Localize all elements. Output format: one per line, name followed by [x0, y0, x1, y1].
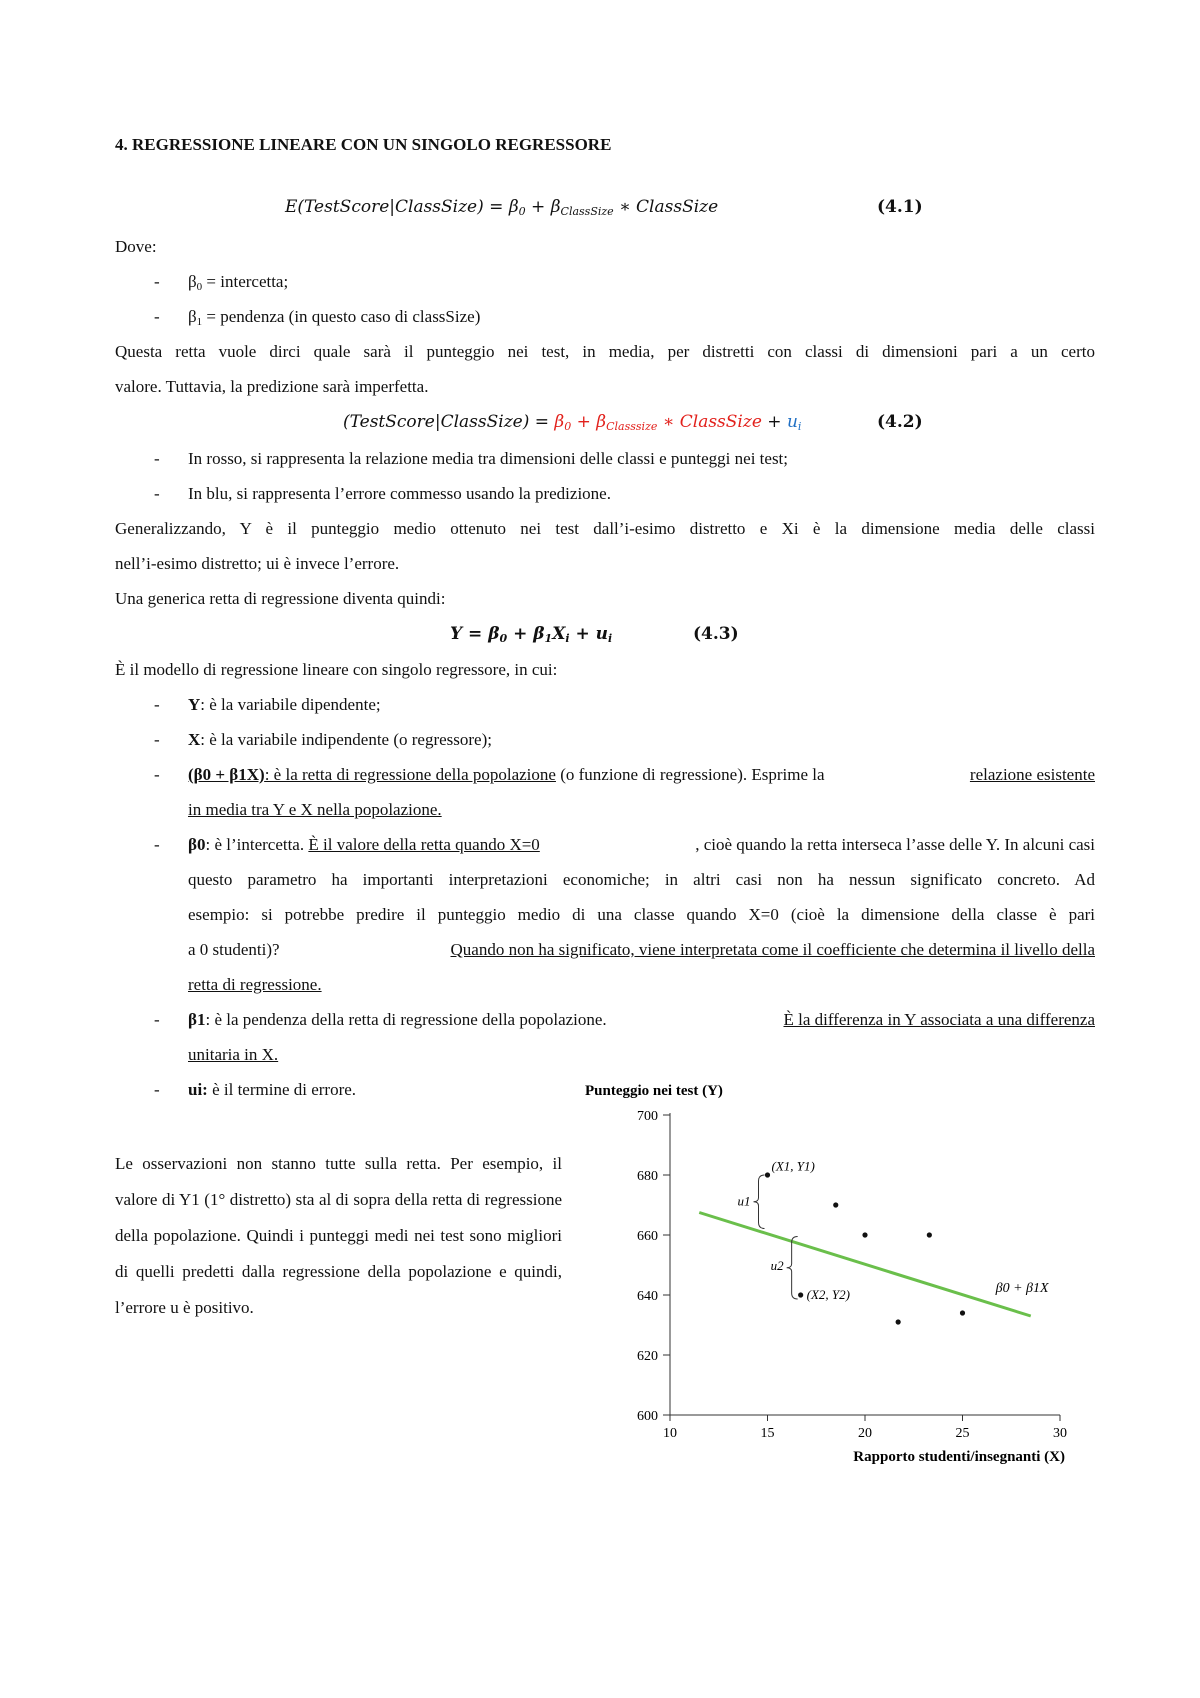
data-point — [862, 1232, 867, 1237]
brace-u2 — [787, 1237, 798, 1300]
model-intro: È il modello di regressione lineare con singolo regressore, in cui: — [115, 660, 558, 679]
x-tick-label: 20 — [858, 1426, 872, 1441]
x-tick-label: 30 — [1053, 1426, 1067, 1441]
gen-line1: Generalizzando, Y è il punteggio medio ottenuto nei test dall’i-esimo distretto e Xi è la dimensione media delle classi — [115, 519, 1095, 538]
bullet-beta0-line3: esempio: si potrebbe predire il punteggio medio di una classe quando X=0 (cioè la dimensione della classe è pari — [188, 905, 1095, 924]
equation-4-2: (TestScore|ClassSize) = $\beta_0 + \beta_{Classsize}$ ∗ ClassSize + $u_i$ — [343, 412, 802, 433]
data-point — [833, 1202, 838, 1207]
section-heading: 4. REGRESSIONE LINEARE CON UN SINGOLO REGRESSORE — [115, 135, 612, 154]
y-tick-label: 600 — [637, 1409, 658, 1424]
def-beta1: $\beta_1$ = pendenza (in questo caso di classSize) — [188, 307, 481, 328]
x-axis-label: Rapporto studenti/insegnanti (X) — [853, 1449, 1065, 1465]
u1-label: u1 — [737, 1193, 751, 1209]
brace-u1 — [754, 1175, 765, 1229]
bullet-blue: In blu, si rappresenta l’errore commesso usando la predizione. — [188, 484, 611, 503]
data-point — [896, 1319, 901, 1324]
bullet-beta1-line1: β1: è la pendenza della retta di regressione della popolazione. È la differenza in Y associata a una differenza — [188, 1010, 1095, 1029]
scatter-chart — [580, 1075, 1080, 1475]
y-tick-label: 640 — [637, 1289, 658, 1304]
chart-title: Punteggio nei test (Y) — [585, 1083, 723, 1099]
para1-line2: valore. Tuttavia, la predizione sarà imperfetta. — [115, 377, 429, 396]
generic-line: Una generica retta di regressione diventa quindi: — [115, 589, 446, 608]
equation-4-2-number: (4.2) — [877, 412, 923, 432]
u2-label: u2 — [770, 1258, 784, 1273]
gen-line2: nell’i-esimo distretto; ui è invece l’errore. — [115, 554, 400, 573]
bullet-red: In rosso, si rappresenta la relazione media tra dimensioni delle classi e punteggi nei test; — [188, 449, 789, 468]
data-point — [798, 1292, 803, 1297]
equation-4-3-number: (4.3) — [693, 624, 739, 644]
y-tick-label: 680 — [637, 1169, 658, 1184]
para1-line1: Questa retta vuole dirci quale sarà il punteggio nei test, in media, per distretti con classi di dimensioni pari a un certo — [115, 342, 1095, 361]
equation-4-3: $Y = \beta_0 + \beta_1X_i + u_i$ — [450, 624, 613, 645]
data-point — [927, 1232, 932, 1237]
bullet-beta0-line2: questo parametro ha importanti interpretazioni economiche; in altri casi non ha nessun significato concreto. Ad — [188, 870, 1095, 889]
regression-line — [699, 1213, 1031, 1317]
y-tick-label: 700 — [637, 1109, 658, 1124]
bullet-population-line2: in media tra Y e X nella popolazione. — [188, 800, 442, 819]
x-tick-label: 25 — [955, 1426, 970, 1441]
x-tick-label: 10 — [663, 1426, 677, 1441]
point-label-1: (X1, Y1) — [771, 1158, 815, 1174]
y-tick-label: 620 — [637, 1349, 658, 1364]
bullet-beta0-line1: β0: è l’intercetta. È il valore della retta quando X=0 , cioè quando la retta interseca l’asse delle Y. In alcuni casi — [188, 835, 1095, 854]
data-point — [960, 1310, 965, 1315]
bullet-population-line1: (β0 + β1X): è la retta di regressione della popolazione (o funzione di regressione). Esprime la relazione esistente — [188, 765, 1095, 784]
bullet-beta0-line5: retta di regressione. — [188, 975, 322, 994]
bullet-beta0-line4: a 0 studenti)? Quando non ha significato, viene interpretata come il coefficiente che determina il livello della — [188, 940, 1095, 959]
equation-4-1-number: (4.1) — [877, 197, 923, 217]
bullet-x: X: è la variabile indipendente (o regressore); — [188, 730, 492, 749]
observations-paragraph: Le osservazioni non stanno tutte sulla retta. Per esempio, il valore di Y1 (1° distretto) sta al di sopra della retta di regressione della popolazione. Quindi i punteggi medi nei test sono migliori di quelli predetti dalla regressione della popolazione e quindi, l’errore u è positivo. — [115, 1154, 562, 1317]
dove-label: Dove: — [115, 237, 157, 256]
point-label-2: (X2, Y2) — [806, 1287, 850, 1303]
def-beta0: $\beta_0$ = intercetta; — [188, 272, 289, 293]
bullet-beta1-line2: unitaria in X. — [188, 1045, 279, 1064]
data-point — [765, 1172, 770, 1177]
y-tick-label: 660 — [637, 1229, 658, 1244]
x-tick-label: 15 — [760, 1426, 775, 1441]
bullet-y: Y: è la variabile dipendente; — [188, 695, 381, 714]
equation-4-1: E(TestScore|ClassSize) = $\beta_0 + \beta_{ClassSize}$ ∗ ClassSize — [285, 197, 719, 218]
regression-line-label: β0 + β1X — [995, 1281, 1049, 1296]
bullet-u: ui: è il termine di errore. — [188, 1080, 357, 1099]
